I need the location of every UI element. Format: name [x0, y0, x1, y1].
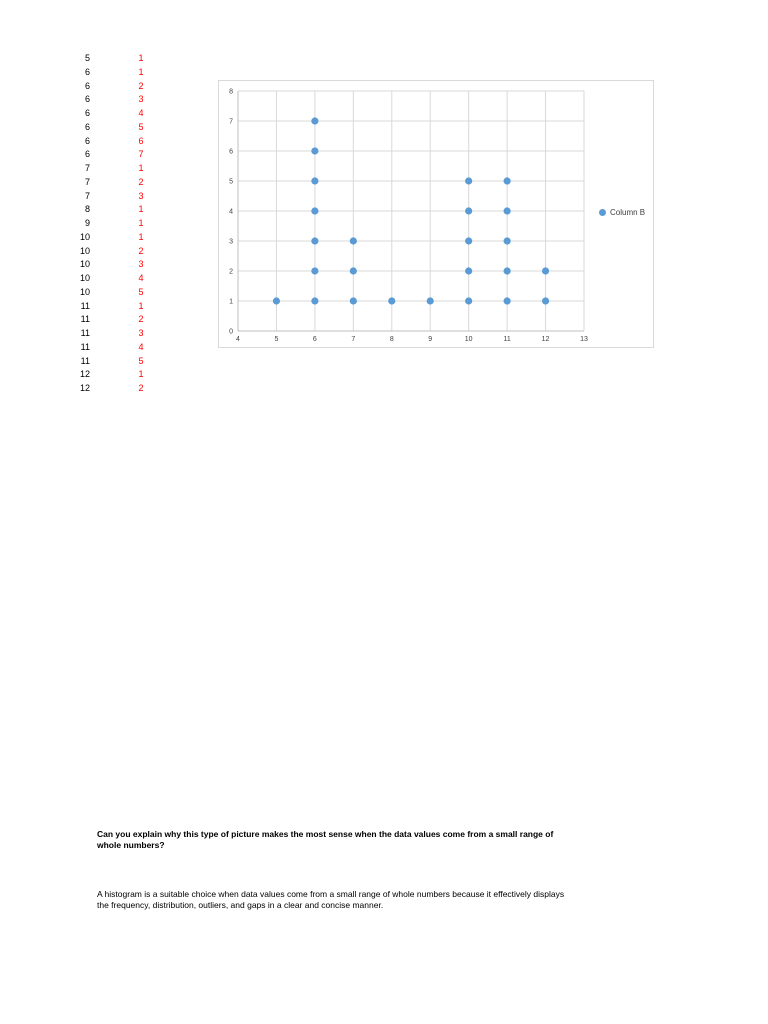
x-tick-label: 9	[428, 336, 433, 343]
table-cell: 3	[138, 259, 144, 270]
table-cell: 5	[84, 53, 90, 63]
table-cell: 1	[138, 369, 144, 380]
table-cell: 6	[84, 66, 90, 77]
table-cell: 2	[138, 176, 144, 187]
table-cell: 2	[138, 314, 144, 325]
table-cell: 1	[138, 66, 144, 77]
data-point	[465, 297, 472, 304]
table-cell: 6	[84, 80, 90, 91]
table-cell: 9	[84, 218, 90, 228]
table-cell: 4	[138, 341, 144, 352]
table-cell: 2	[138, 245, 144, 256]
x-tick-label: 4	[236, 336, 240, 343]
x-tick-label: 13	[580, 336, 588, 343]
table-cell: 11	[80, 355, 90, 366]
table-cell: 6	[84, 149, 90, 160]
table-cell: 7	[138, 149, 144, 160]
x-tick-label: 10	[464, 336, 473, 343]
table-cell: 6	[84, 121, 90, 132]
data-point	[388, 297, 395, 304]
x-tick-label: 6	[312, 336, 317, 343]
scatter-chart	[218, 80, 654, 348]
table-cell: 11	[80, 314, 90, 325]
data-point	[465, 267, 472, 274]
table-cell: 10	[79, 259, 90, 270]
data-point	[273, 297, 280, 304]
table-cell: 1	[138, 163, 144, 173]
table-cell: 11	[80, 300, 90, 311]
table-cell: 4	[138, 108, 144, 118]
y-tick-label: 5	[229, 178, 233, 186]
table-cell: 12	[79, 369, 90, 380]
table-cell: 10	[79, 273, 90, 283]
table-cell: 1	[138, 204, 144, 215]
data-point	[465, 237, 472, 244]
question-text: Can you explain why this type of picture makes the most sense when the data values come from a small range of whole numbers?	[97, 829, 554, 850]
table-cell: 1	[138, 300, 144, 311]
table-cell: 4	[138, 273, 144, 283]
data-point	[504, 177, 511, 184]
table-cell: 6	[84, 135, 90, 146]
table-cell: 3	[138, 190, 144, 201]
data-point	[311, 147, 318, 154]
data-point	[504, 297, 511, 304]
data-point	[311, 207, 318, 214]
y-tick-label: 7	[229, 118, 233, 126]
x-tick-label: 5	[274, 336, 279, 343]
data-point	[465, 207, 472, 214]
y-tick-label: 8	[229, 88, 233, 96]
table-cell: 2	[138, 80, 144, 91]
chart-plot-area	[219, 81, 655, 349]
table-cell: 1	[138, 53, 144, 63]
answer-text: A histogram is a suitable choice when data values come from a small range of whole numbers because it effectively displays the frequency, distribution, outliers, and gaps in a clear and concise manner.	[97, 889, 565, 910]
data-point	[350, 267, 357, 274]
column-b	[131, 52, 151, 396]
table-cell: 6	[84, 108, 90, 118]
table-cell: 2	[138, 383, 144, 393]
chart-legend	[599, 208, 645, 217]
table-cell: 11	[80, 328, 90, 338]
y-tick-label: 4	[229, 208, 233, 216]
data-point	[465, 177, 472, 184]
legend-marker-icon	[599, 209, 606, 216]
table-cell: 5	[138, 286, 144, 297]
table-cell: 10	[79, 231, 90, 242]
table-cell: 1	[138, 218, 144, 228]
data-point	[542, 297, 549, 304]
table-cell: 10	[79, 245, 90, 256]
data-point	[311, 267, 318, 274]
table-cell: 3	[138, 328, 144, 338]
table-cell: 6	[84, 94, 90, 105]
y-tick-label: 0	[229, 328, 233, 336]
table-cell: 7	[84, 190, 90, 201]
table-cell: 6	[138, 135, 144, 146]
data-point	[311, 297, 318, 304]
y-tick-label: 2	[229, 268, 233, 276]
data-point	[504, 237, 511, 244]
legend-label: Column B	[610, 208, 646, 217]
x-tick-label: 8	[389, 336, 394, 343]
data-point	[504, 267, 511, 274]
x-tick-label: 12	[541, 336, 550, 343]
data-point	[504, 207, 511, 214]
x-tick-label: 7	[351, 336, 356, 343]
table-cell: 8	[84, 204, 90, 215]
y-tick-label: 1	[229, 298, 233, 306]
table-cell: 3	[138, 94, 144, 105]
table-cell: 10	[79, 286, 90, 297]
data-point	[311, 117, 318, 124]
table-cell: 7	[84, 163, 90, 173]
table-cell: 1	[138, 231, 144, 242]
table-cell: 7	[84, 176, 90, 187]
data-point	[427, 297, 434, 304]
y-tick-label: 3	[229, 238, 233, 246]
data-point	[311, 177, 318, 184]
table-cell: 12	[79, 383, 90, 393]
table-cell: 5	[138, 355, 144, 366]
column-a	[60, 52, 90, 396]
data-point	[542, 267, 549, 274]
table-cell: 11	[80, 341, 90, 352]
table-cell: 5	[138, 121, 144, 132]
data-point	[311, 237, 318, 244]
x-tick-label: 11	[503, 336, 511, 343]
data-point	[350, 237, 357, 244]
y-tick-label: 6	[229, 148, 233, 156]
data-point	[350, 297, 357, 304]
